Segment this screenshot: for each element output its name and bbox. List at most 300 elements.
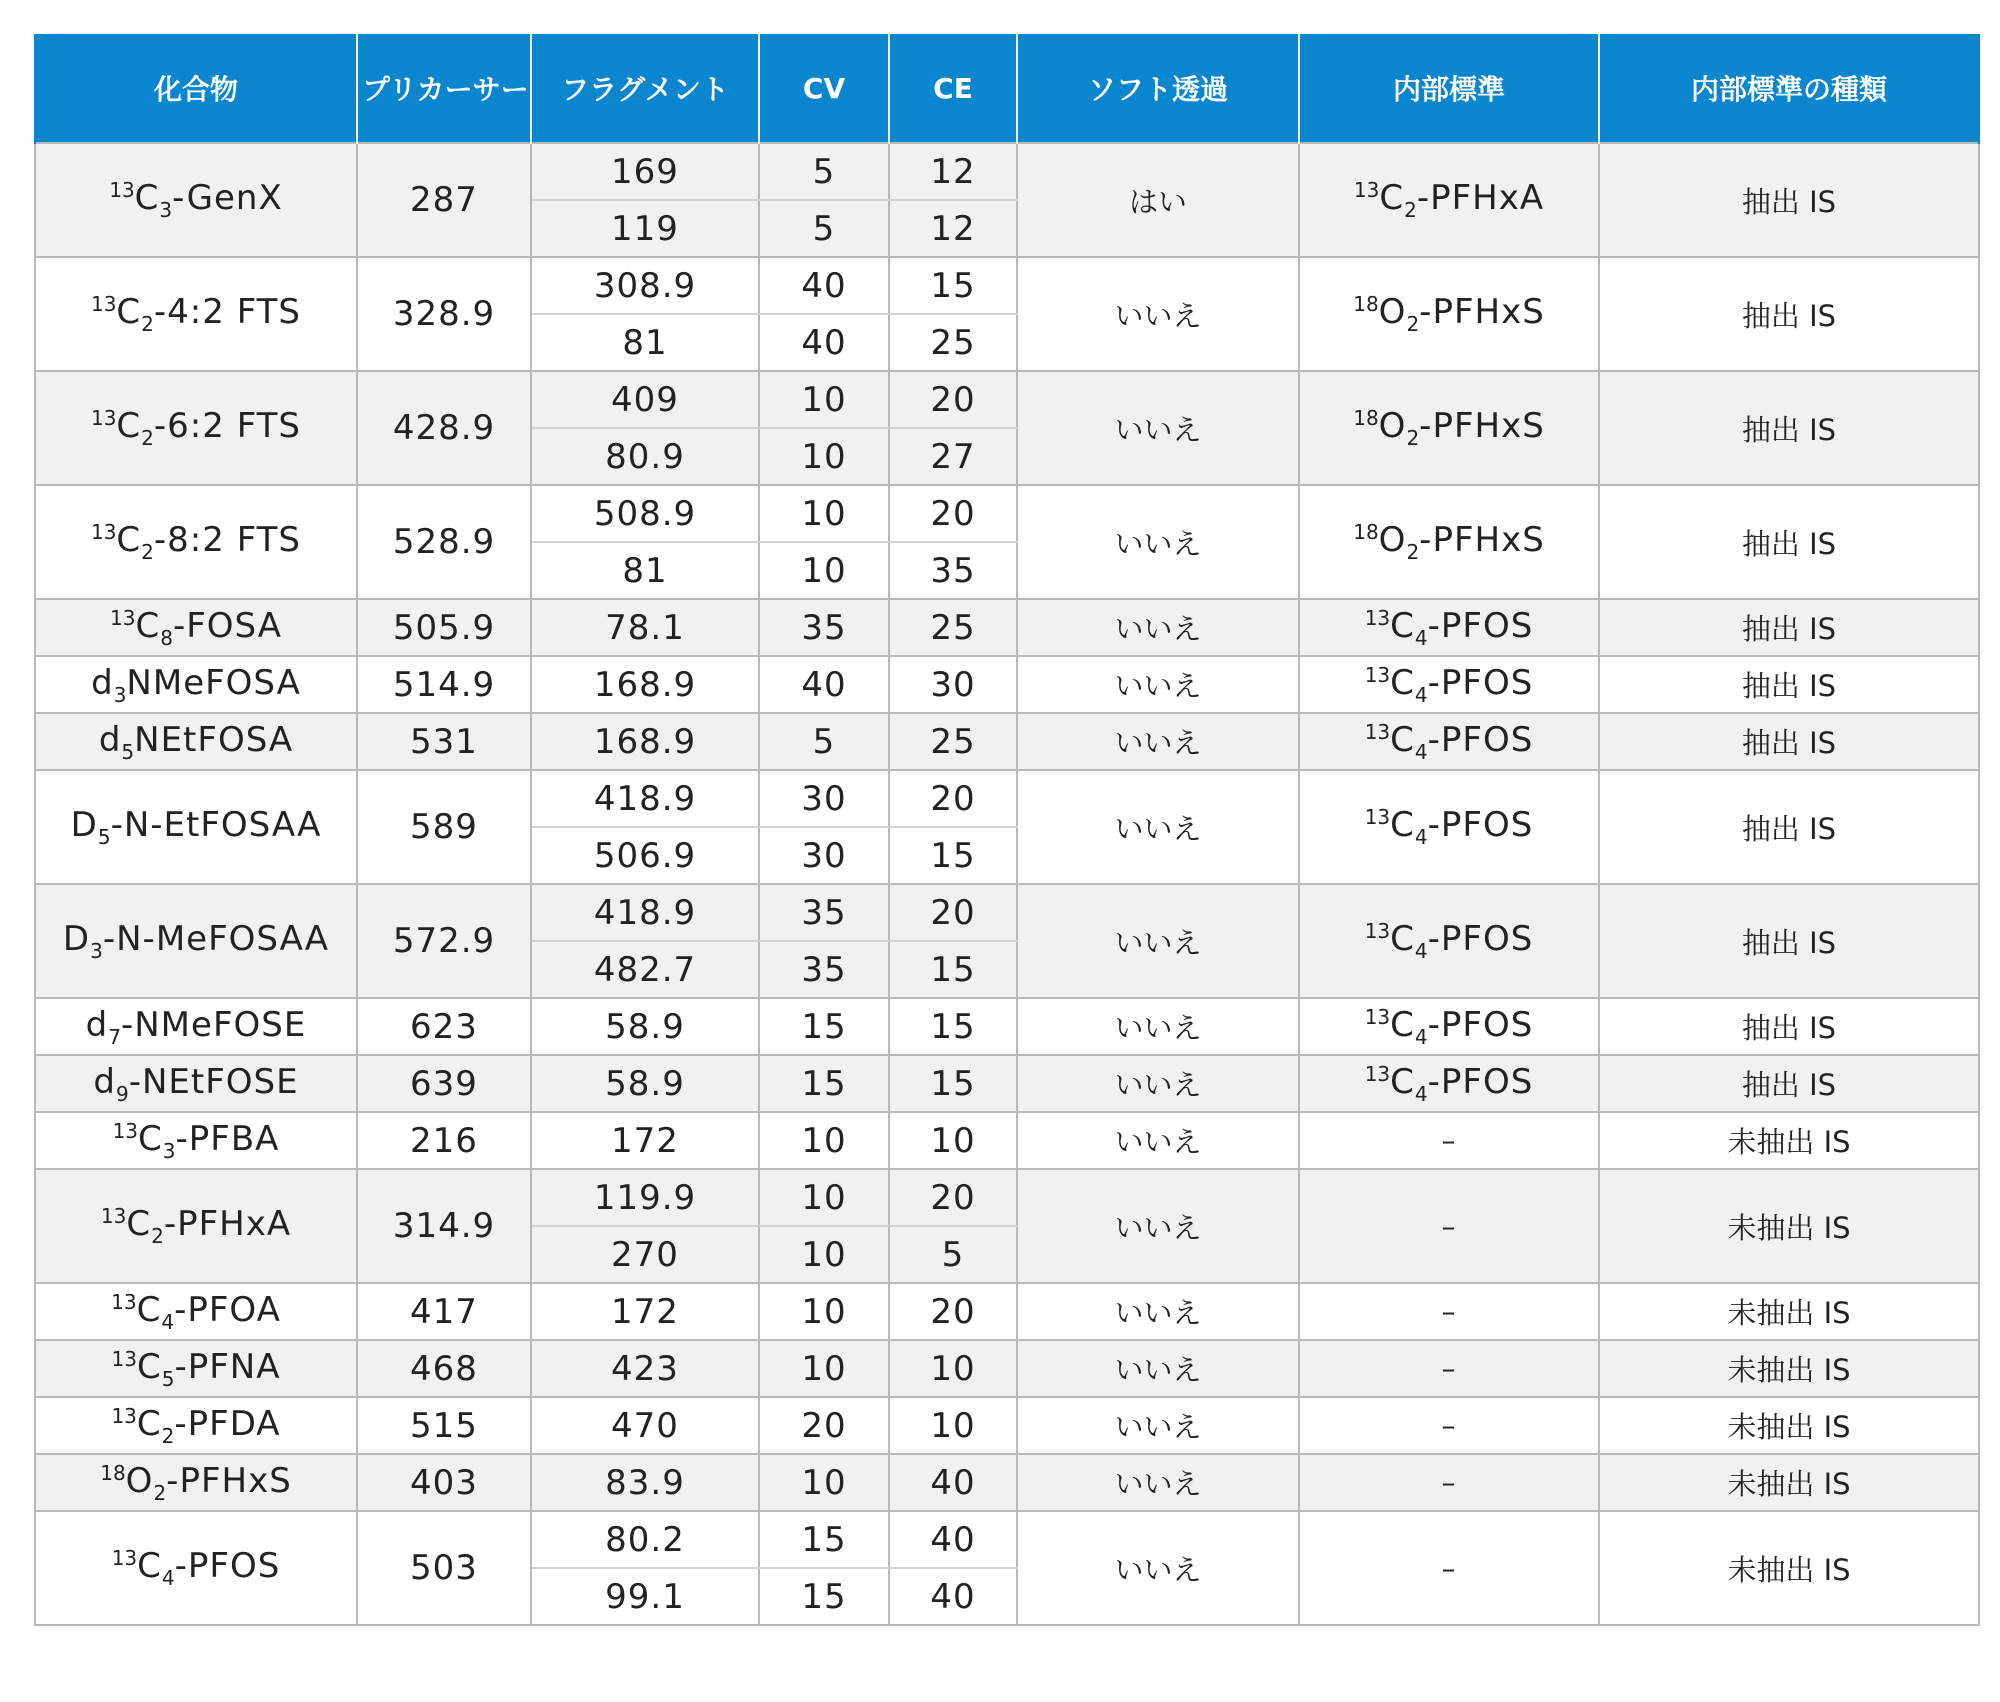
- formula-rest: -FOSA: [172, 605, 282, 646]
- ce-cell: 30: [889, 656, 1017, 713]
- table-row: [35, 1511, 1979, 1568]
- formula-rest: -PFHxS: [1419, 520, 1545, 560]
- ce-cell: 15: [889, 1055, 1017, 1112]
- formula-rest: -NEtFOSE: [128, 1061, 299, 1102]
- formula-rest: -PFHxS: [1419, 406, 1545, 446]
- internal-standard-type-cell: 抽出 IS: [1599, 884, 1979, 998]
- count-subscript: 4: [161, 1309, 175, 1334]
- isotope-superscript: 13: [90, 520, 117, 544]
- count-subscript: 4: [1414, 625, 1428, 650]
- table-row: [35, 656, 1979, 713]
- element-symbol: C: [134, 178, 160, 218]
- element-symbol: C: [135, 605, 161, 646]
- header-soft-transmission[interactable]: ソフト透過: [1017, 34, 1299, 143]
- isotope-superscript: 13: [109, 178, 135, 202]
- internal-standard-type-cell: 抽出 IS: [1599, 656, 1979, 713]
- isotope-superscript: 13: [112, 1118, 139, 1143]
- cv-cell: 15: [759, 1511, 889, 1568]
- internal-standard-cell: –: [1299, 1283, 1599, 1340]
- isotope-superscript: 13: [1353, 178, 1380, 202]
- compound-cell: [35, 485, 357, 599]
- element-symbol: C: [1390, 805, 1415, 845]
- ce-cell: 40: [889, 1454, 1017, 1511]
- ce-cell: 5: [889, 1226, 1017, 1283]
- formula-rest: -PFOA: [174, 1289, 281, 1330]
- element-symbol: O: [1378, 520, 1407, 560]
- internal-standard-cell: –: [1299, 1454, 1599, 1511]
- precursor-cell: 514.9: [357, 656, 531, 713]
- isotope-superscript: 13: [1364, 919, 1391, 943]
- precursor-cell: 639: [357, 1055, 531, 1112]
- soft-transmission-cell: いいえ: [1017, 1397, 1299, 1454]
- compound-cell: [35, 656, 357, 713]
- ce-cell: 15: [889, 257, 1017, 314]
- isotope-superscript: 13: [1364, 605, 1391, 630]
- formula-rest: -PFNA: [174, 1346, 281, 1387]
- table-row: [35, 371, 1979, 428]
- element-symbol: O: [125, 1460, 154, 1501]
- cv-cell: 40: [759, 257, 889, 314]
- fragment-cell: 83.9: [531, 1454, 759, 1511]
- soft-transmission-cell: いいえ: [1017, 656, 1299, 713]
- formula-rest: -4:2 FTS: [153, 292, 302, 332]
- element-symbol: C: [116, 292, 142, 332]
- internal-standard-cell: [1299, 884, 1599, 998]
- ce-cell: 25: [889, 314, 1017, 371]
- header-internal-standard[interactable]: 内部標準: [1299, 34, 1599, 143]
- ce-cell: 12: [889, 200, 1017, 257]
- element-symbol: C: [136, 1346, 162, 1387]
- count-subscript: 2: [141, 312, 154, 336]
- soft-transmission-cell: いいえ: [1017, 485, 1299, 599]
- cv-cell: 5: [759, 200, 889, 257]
- internal-standard-type-cell: 抽出 IS: [1599, 599, 1979, 656]
- ce-cell: 25: [889, 599, 1017, 656]
- internal-standard-type-cell: 未抽出 IS: [1599, 1397, 1979, 1454]
- count-subscript: 9: [115, 1081, 129, 1106]
- soft-transmission-cell: はい: [1017, 143, 1299, 257]
- cv-cell: 20: [759, 1397, 889, 1454]
- formula-rest: -8:2 FTS: [153, 520, 302, 560]
- element-symbol: C: [1390, 919, 1415, 959]
- compound-cell: [35, 770, 357, 884]
- count-subscript: 2: [141, 426, 154, 450]
- table-header: [35, 34, 1979, 143]
- formula-rest: -NMeFOSE: [120, 1004, 307, 1045]
- element-symbol: C: [1379, 178, 1405, 218]
- ce-cell: 20: [889, 371, 1017, 428]
- ce-cell: 20: [889, 770, 1017, 827]
- fragment-cell: 58.9: [531, 998, 759, 1055]
- table-row: [35, 1055, 1979, 1112]
- compound-cell: [35, 1511, 357, 1625]
- count-subscript: 2: [151, 1224, 164, 1248]
- cv-cell: 40: [759, 314, 889, 371]
- cv-cell: 10: [759, 1226, 889, 1283]
- count-subscript: 2: [1406, 540, 1420, 564]
- header-compound[interactable]: 化合物: [35, 34, 357, 143]
- cv-cell: 10: [759, 1169, 889, 1226]
- element-symbol: C: [136, 1289, 162, 1330]
- formula-rest: -PFBA: [175, 1118, 280, 1159]
- table-body: [35, 143, 1979, 1625]
- table-row: [35, 713, 1979, 770]
- count-subscript: 2: [1406, 426, 1420, 450]
- isotope-superscript: 13: [111, 1346, 137, 1371]
- formula-rest: -PFOS: [1427, 1061, 1534, 1102]
- precursor-cell: 328.9: [357, 257, 531, 371]
- isotope-superscript: 13: [100, 1204, 127, 1228]
- internal-standard-type-cell: 未抽出 IS: [1599, 1340, 1979, 1397]
- cv-cell: 5: [759, 143, 889, 200]
- element-symbol: C: [1390, 662, 1415, 703]
- element-symbol: O: [1378, 406, 1407, 446]
- soft-transmission-cell: いいえ: [1017, 713, 1299, 770]
- element-symbol: C: [1390, 1004, 1415, 1045]
- internal-standard-type-cell: 未抽出 IS: [1599, 1511, 1979, 1625]
- isotope-superscript: 13: [90, 406, 117, 430]
- internal-standard-cell: [1299, 713, 1599, 770]
- table-row: [35, 1283, 1979, 1340]
- precursor-cell: 468: [357, 1340, 531, 1397]
- formula-rest: -PFOS: [1427, 605, 1534, 646]
- cv-cell: 10: [759, 428, 889, 485]
- formula-rest: -PFHxS: [1419, 292, 1545, 332]
- isotope-superscript: 13: [111, 1546, 138, 1570]
- table-row: [35, 770, 1979, 827]
- internal-standard-cell: [1299, 599, 1599, 656]
- ce-cell: 10: [889, 1397, 1017, 1454]
- soft-transmission-cell: いいえ: [1017, 599, 1299, 656]
- header-internal-standard-type[interactable]: 内部標準の種類: [1599, 34, 1979, 143]
- table-row: [35, 998, 1979, 1055]
- precursor-cell: 528.9: [357, 485, 531, 599]
- compound-cell: [35, 257, 357, 371]
- compound-cell: [35, 599, 357, 656]
- compound-cell: [35, 143, 357, 257]
- soft-transmission-cell: いいえ: [1017, 257, 1299, 371]
- formula-rest: -PFOS: [1427, 919, 1534, 959]
- formula-rest: -PFOS: [1427, 805, 1534, 845]
- formula-rest: NEtFOSA: [134, 719, 294, 760]
- count-subscript: 7: [108, 1024, 121, 1049]
- soft-transmission-cell: いいえ: [1017, 1283, 1299, 1340]
- formula-rest: -PFHxA: [163, 1204, 292, 1244]
- cv-cell: 15: [759, 998, 889, 1055]
- compound-cell: [35, 1055, 357, 1112]
- internal-standard-type-cell: 抽出 IS: [1599, 713, 1979, 770]
- table-row: [35, 143, 1979, 200]
- table-row: [35, 599, 1979, 656]
- formula-rest: -N-EtFOSAA: [110, 805, 322, 845]
- element-symbol: C: [138, 1118, 163, 1159]
- fragment-cell: 168.9: [531, 713, 759, 770]
- isotope-superscript: 13: [1364, 1004, 1391, 1029]
- cv-cell: 10: [759, 485, 889, 542]
- internal-standard-cell: [1299, 998, 1599, 1055]
- fragment-cell: 168.9: [531, 656, 759, 713]
- cv-cell: 30: [759, 827, 889, 884]
- element-symbol: d: [93, 1061, 116, 1102]
- internal-standard-type-cell: 抽出 IS: [1599, 143, 1979, 257]
- precursor-cell: 515: [357, 1397, 531, 1454]
- internal-standard-type-cell: 抽出 IS: [1599, 1055, 1979, 1112]
- element-symbol: C: [136, 1403, 162, 1444]
- isotope-superscript: 18: [100, 1460, 126, 1485]
- formula-rest: -6:2 FTS: [153, 406, 302, 446]
- fragment-cell: 119: [531, 200, 759, 257]
- count-subscript: 3: [113, 682, 127, 707]
- formula-rest: -PFDA: [174, 1403, 281, 1444]
- isotope-superscript: 13: [1364, 719, 1391, 744]
- cv-cell: 35: [759, 599, 889, 656]
- soft-transmission-cell: いいえ: [1017, 1511, 1299, 1625]
- compound-cell: [35, 1283, 357, 1340]
- fragment-cell: 470: [531, 1397, 759, 1454]
- precursor-cell: 428.9: [357, 371, 531, 485]
- soft-transmission-cell: いいえ: [1017, 770, 1299, 884]
- fragment-cell: 482.7: [531, 941, 759, 998]
- fragment-cell: 78.1: [531, 599, 759, 656]
- count-subscript: 2: [153, 1480, 167, 1505]
- compound-cell: [35, 1454, 357, 1511]
- soft-transmission-cell: いいえ: [1017, 1454, 1299, 1511]
- element-symbol: C: [137, 1546, 162, 1586]
- precursor-cell: 417: [357, 1283, 531, 1340]
- count-subscript: 3: [162, 1138, 176, 1163]
- formula-rest: -PFHxA: [1416, 178, 1545, 218]
- fragment-cell: 172: [531, 1283, 759, 1340]
- compound-cell: [35, 1169, 357, 1283]
- precursor-cell: 287: [357, 143, 531, 257]
- element-symbol: d: [91, 662, 114, 703]
- precursor-cell: 505.9: [357, 599, 531, 656]
- internal-standard-type-cell: 未抽出 IS: [1599, 1112, 1979, 1169]
- formula-rest: -PFHxS: [166, 1460, 292, 1501]
- precursor-cell: 216: [357, 1112, 531, 1169]
- ce-cell: 40: [889, 1568, 1017, 1625]
- count-subscript: 2: [161, 1423, 175, 1448]
- table-row: [35, 257, 1979, 314]
- cv-cell: 10: [759, 1283, 889, 1340]
- count-subscript: 4: [1414, 1081, 1428, 1106]
- ce-cell: 20: [889, 1169, 1017, 1226]
- cv-cell: 10: [759, 1112, 889, 1169]
- soft-transmission-cell: いいえ: [1017, 1169, 1299, 1283]
- internal-standard-cell: [1299, 656, 1599, 713]
- ce-cell: 12: [889, 143, 1017, 200]
- isotope-superscript: 13: [1364, 662, 1391, 687]
- fragment-cell: 508.9: [531, 485, 759, 542]
- fragment-cell: 99.1: [531, 1568, 759, 1625]
- ce-cell: 20: [889, 1283, 1017, 1340]
- fragment-cell: 418.9: [531, 884, 759, 941]
- header-ce[interactable]: CE: [889, 34, 1017, 143]
- compound-cell: [35, 998, 357, 1055]
- internal-standard-type-cell: 未抽出 IS: [1599, 1283, 1979, 1340]
- element-symbol: d: [98, 719, 122, 760]
- cv-cell: 35: [759, 941, 889, 998]
- internal-standard-cell: –: [1299, 1112, 1599, 1169]
- count-subscript: 4: [1414, 682, 1428, 707]
- fragment-cell: 308.9: [531, 257, 759, 314]
- precursor-cell: 572.9: [357, 884, 531, 998]
- ce-cell: 35: [889, 542, 1017, 599]
- ce-cell: 10: [889, 1340, 1017, 1397]
- internal-standard-type-cell: 抽出 IS: [1599, 485, 1979, 599]
- formula-rest: -N-MeFOSAA: [102, 919, 330, 959]
- soft-transmission-cell: いいえ: [1017, 371, 1299, 485]
- table-row: [35, 1340, 1979, 1397]
- element-symbol: C: [126, 1204, 152, 1244]
- compound-cell: [35, 1397, 357, 1454]
- cv-cell: 10: [759, 542, 889, 599]
- precursor-cell: 589: [357, 770, 531, 884]
- fragment-cell: 58.9: [531, 1055, 759, 1112]
- table-row: [35, 485, 1979, 542]
- cv-cell: 5: [759, 713, 889, 770]
- internal-standard-type-cell: 未抽出 IS: [1599, 1169, 1979, 1283]
- soft-transmission-cell: いいえ: [1017, 1340, 1299, 1397]
- fragment-cell: 80.9: [531, 428, 759, 485]
- count-subscript: 4: [1414, 1024, 1428, 1049]
- count-subscript: 3: [159, 198, 173, 222]
- transition-table: [34, 34, 1980, 1626]
- ce-cell: 15: [889, 827, 1017, 884]
- internal-standard-cell: –: [1299, 1169, 1599, 1283]
- formula-rest: -GenX: [172, 178, 283, 218]
- element-symbol: C: [1390, 605, 1415, 646]
- count-subscript: 3: [90, 939, 103, 963]
- count-subscript: 4: [1414, 939, 1428, 963]
- table-row: [35, 884, 1979, 941]
- fragment-cell: 506.9: [531, 827, 759, 884]
- header-fragment[interactable]: フラグメント: [531, 34, 759, 143]
- fragment-cell: 169: [531, 143, 759, 200]
- internal-standard-cell: [1299, 143, 1599, 257]
- compound-cell: [35, 371, 357, 485]
- fragment-cell: 81: [531, 314, 759, 371]
- ce-cell: 25: [889, 713, 1017, 770]
- compound-cell: [35, 1340, 357, 1397]
- precursor-cell: 531: [357, 713, 531, 770]
- count-subscript: 4: [1414, 739, 1428, 764]
- isotope-superscript: 13: [90, 292, 117, 316]
- count-subscript: 2: [1404, 198, 1417, 222]
- fragment-cell: 418.9: [531, 770, 759, 827]
- internal-standard-cell: –: [1299, 1340, 1599, 1397]
- count-subscript: 5: [121, 739, 135, 764]
- ce-cell: 15: [889, 998, 1017, 1055]
- cv-cell: 40: [759, 656, 889, 713]
- element-symbol: d: [85, 1004, 109, 1045]
- element-symbol: D: [70, 805, 98, 845]
- fragment-cell: 81: [531, 542, 759, 599]
- element-symbol: O: [1378, 292, 1407, 332]
- element-symbol: C: [116, 520, 142, 560]
- internal-standard-cell: [1299, 371, 1599, 485]
- element-symbol: C: [1390, 719, 1415, 760]
- internal-standard-cell: –: [1299, 1511, 1599, 1625]
- fragment-cell: 270: [531, 1226, 759, 1283]
- cv-cell: 35: [759, 884, 889, 941]
- isotope-superscript: 13: [111, 1403, 137, 1428]
- ce-cell: 20: [889, 485, 1017, 542]
- formula-rest: -PFOS: [174, 1546, 281, 1586]
- transition-table-container: [34, 34, 1980, 1626]
- element-symbol: D: [62, 919, 91, 959]
- cv-cell: 10: [759, 1454, 889, 1511]
- internal-standard-type-cell: 抽出 IS: [1599, 257, 1979, 371]
- isotope-superscript: 18: [1353, 292, 1379, 316]
- internal-standard-cell: [1299, 257, 1599, 371]
- internal-standard-cell: [1299, 485, 1599, 599]
- cv-cell: 15: [759, 1055, 889, 1112]
- fragment-cell: 409: [531, 371, 759, 428]
- header-precursor[interactable]: プリカーサー: [357, 34, 531, 143]
- precursor-cell: 314.9: [357, 1169, 531, 1283]
- header-cv[interactable]: CV: [759, 34, 889, 143]
- element-symbol: C: [116, 406, 142, 446]
- header-row: [35, 34, 1979, 143]
- isotope-superscript: 13: [111, 1289, 137, 1314]
- precursor-cell: 403: [357, 1454, 531, 1511]
- isotope-superscript: 18: [1353, 406, 1379, 430]
- formula-rest: NMeFOSA: [126, 662, 301, 703]
- internal-standard-type-cell: 抽出 IS: [1599, 770, 1979, 884]
- formula-rest: -PFOS: [1427, 1004, 1534, 1045]
- ce-cell: 15: [889, 941, 1017, 998]
- table-row: [35, 1112, 1979, 1169]
- internal-standard-cell: [1299, 770, 1599, 884]
- soft-transmission-cell: いいえ: [1017, 1055, 1299, 1112]
- cv-cell: 15: [759, 1568, 889, 1625]
- isotope-superscript: 18: [1353, 520, 1379, 544]
- cv-cell: 10: [759, 1340, 889, 1397]
- cv-cell: 10: [759, 371, 889, 428]
- isotope-superscript: 13: [110, 605, 136, 630]
- soft-transmission-cell: いいえ: [1017, 884, 1299, 998]
- compound-cell: [35, 884, 357, 998]
- internal-standard-cell: –: [1299, 1397, 1599, 1454]
- isotope-superscript: 13: [1364, 805, 1391, 829]
- formula-rest: -PFOS: [1427, 719, 1534, 760]
- count-subscript: 2: [141, 540, 154, 564]
- internal-standard-cell: [1299, 1055, 1599, 1112]
- count-subscript: 4: [1414, 825, 1428, 849]
- count-subscript: 5: [97, 825, 111, 849]
- table-row: [35, 1169, 1979, 1226]
- count-subscript: 4: [161, 1566, 175, 1590]
- precursor-cell: 503: [357, 1511, 531, 1625]
- precursor-cell: 623: [357, 998, 531, 1055]
- internal-standard-type-cell: 抽出 IS: [1599, 998, 1979, 1055]
- cv-cell: 30: [759, 770, 889, 827]
- internal-standard-type-cell: 未抽出 IS: [1599, 1454, 1979, 1511]
- internal-standard-type-cell: 抽出 IS: [1599, 371, 1979, 485]
- compound-cell: [35, 713, 357, 770]
- formula-rest: -PFOS: [1427, 662, 1534, 703]
- soft-transmission-cell: いいえ: [1017, 998, 1299, 1055]
- table-row: [35, 1397, 1979, 1454]
- soft-transmission-cell: いいえ: [1017, 1112, 1299, 1169]
- ce-cell: 40: [889, 1511, 1017, 1568]
- fragment-cell: 119.9: [531, 1169, 759, 1226]
- count-subscript: 8: [160, 625, 173, 650]
- compound-cell: [35, 1112, 357, 1169]
- table-row: [35, 1454, 1979, 1511]
- fragment-cell: 80.2: [531, 1511, 759, 1568]
